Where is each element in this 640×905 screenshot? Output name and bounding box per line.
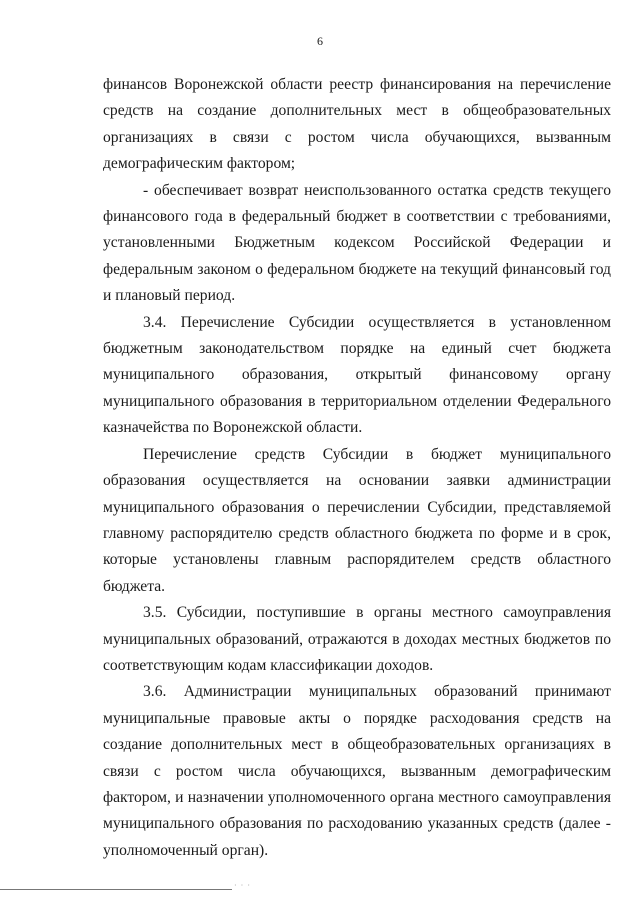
- footer-rule: [0, 889, 232, 890]
- paragraph-3-4: 3.4. Перечисление Субсидии осуществляется в установленном бюджетным законодательством порядке на единый счет бюджета муниципального образования, открытый финансовому органу муниципального образования в территориальном отделении Федерального казначейства по Воронежской области.: [103, 313, 611, 437]
- paragraph-transfer-request: Перечисление средств Субсидии в бюджет муниципального образования осуществляется на основании заявки администрации муниципального образования о перечислении Субсидии, представляемой главному распорядителю средств областного бюджета по форме и в срок, которые установлены главным распорядителем средств областного бюджета.: [103, 445, 611, 595]
- paragraph-3-6: 3.6. Администрации муниципальных образований принимают муниципальные правовые акты о порядке расходования средств на создание дополнительных мест в общеобразовательных организациях в связи с ростом числа обучающихся, вызванным демографическим фактором, и назначении уполномоченного органа местного самоуправления муниципального образования по расходованию указанных средств (далее - уполномоченный орган).: [103, 683, 611, 859]
- paragraph-refund-obligation: - обеспечивает возврат неиспользованного остатка средств текущего финансового года в федеральный бюджет в соответствии с требованиями, установленными Бюджетным кодексом Российской Федерации и федеральным законом о федеральном бюджете на текущий финансовый год и плановый период.: [103, 181, 611, 305]
- paragraph-3-5: 3.5. Субсидии, поступившие в органы местного самоуправления муниципальных образований, отражаются в доходах местных бюджетов по соответствующим кодам классификации доходов.: [103, 604, 611, 674]
- footer-marks: · · ·: [234, 881, 251, 890]
- page-number: 6: [317, 34, 323, 48]
- paragraph-continuation: финансов Воронежской области реестр финансирования на перечисление средств на создание дополнительных мест в общеобразовательных организациях в связи с ростом числа обучающихся, вызванным демографическим фактором;: [103, 76, 611, 173]
- document-body: [103, 72, 611, 864]
